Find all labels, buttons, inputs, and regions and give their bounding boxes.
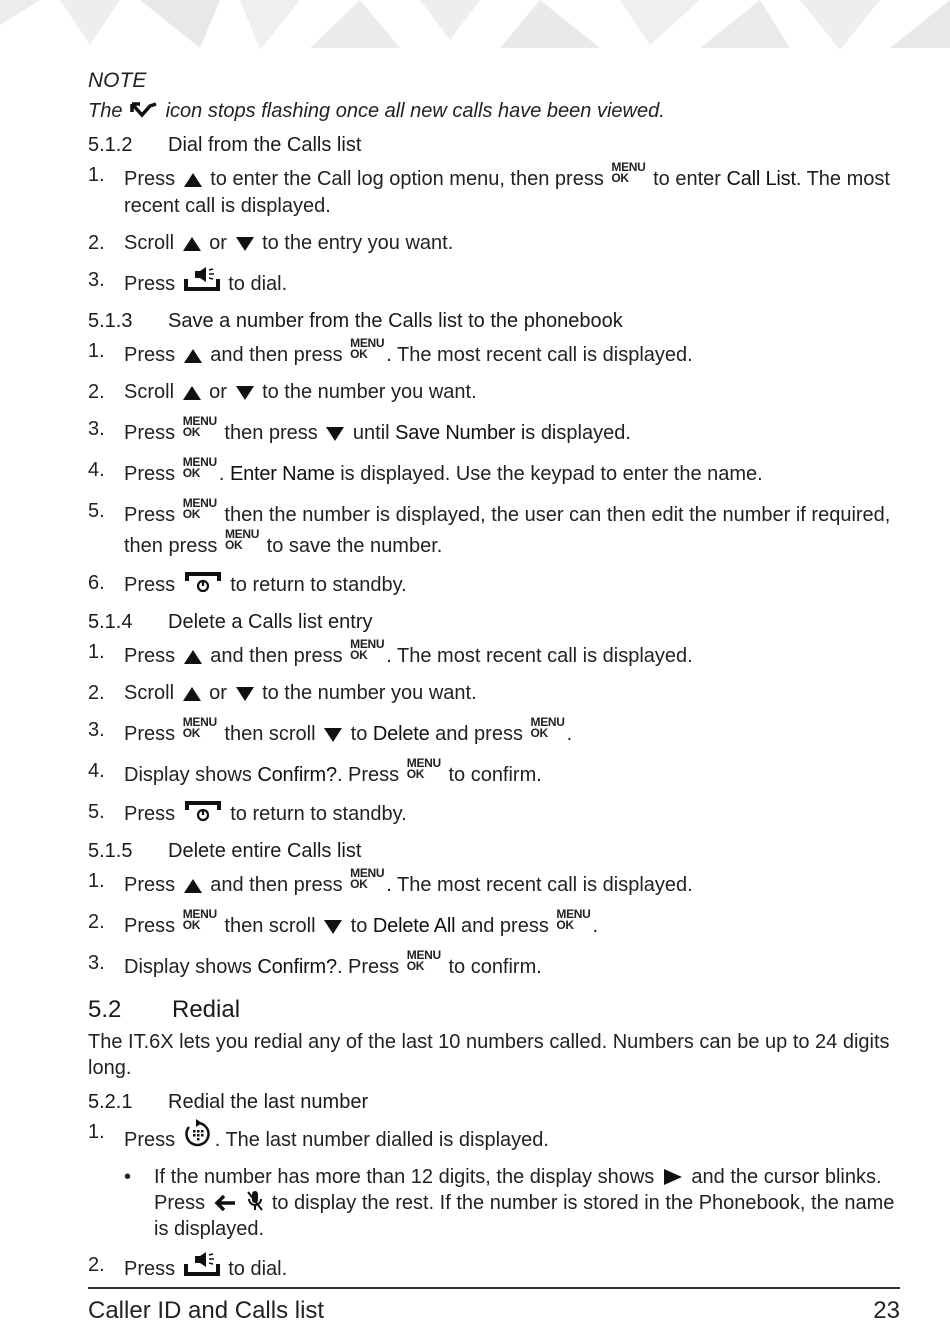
section-heading-5-2: 5.2 Redial xyxy=(88,996,241,1023)
menu-ok-icon: MENU OK xyxy=(406,948,441,973)
list-item: 2. Scroll or to the number you want. xyxy=(88,682,477,704)
up-arrow-icon xyxy=(182,686,202,702)
missed-call-icon xyxy=(130,100,158,120)
note-text: The icon stops flashing once all new calls have been viewed. xyxy=(88,100,665,122)
menu-ok-icon: MENU OK xyxy=(556,907,591,932)
down-arrow-icon xyxy=(323,919,343,935)
menu-ok-icon: MENU OK xyxy=(611,160,646,185)
back-arrow-icon xyxy=(213,1194,237,1212)
down-arrow-icon xyxy=(323,727,343,743)
page-content xyxy=(88,68,900,1293)
up-arrow-icon xyxy=(183,172,203,188)
list-item: 3. Press MENU OK then scroll to Delete and press MENU OK . xyxy=(88,715,573,745)
list-item: 3. Press MENU OK then press until Save Number is displayed. xyxy=(88,414,631,444)
menu-ok-icon: MENU OK xyxy=(350,866,385,891)
list-item: 6. Press to return to standby. xyxy=(88,572,407,596)
menu-ok-icon: MENU OK xyxy=(182,715,217,740)
down-arrow-icon xyxy=(235,686,255,702)
page-number: 23 xyxy=(873,1297,900,1324)
list-item: • If the number has more than 12 digits, the display shows and the cursor blinks. Press to display the rest. If the number is stored in the Phonebook, the name is displayed. xyxy=(124,1166,895,1240)
footer-rule xyxy=(88,1287,900,1289)
down-arrow-icon xyxy=(235,385,255,401)
list-item: 1. Press to enter the Call log option menu, then press MENU OK to enter Call List. The most recent call is displayed. xyxy=(88,160,890,217)
up-arrow-icon xyxy=(182,385,202,401)
header-decoration xyxy=(0,0,950,52)
menu-ok-icon: MENU OK xyxy=(224,527,260,552)
down-arrow-icon xyxy=(235,236,255,252)
list-item: 4. Display shows Confirm?. Press MENU OK to confirm. xyxy=(88,756,542,786)
menu-ok-icon: MENU OK xyxy=(406,756,441,781)
end-call-icon xyxy=(183,570,223,594)
list-item: 5. Press MENU OK then the number is displayed, the user can then edit the number if required, then press MENU OK to save the number. xyxy=(88,496,891,557)
list-item: 2. Press to dial. xyxy=(88,1254,288,1280)
talk-speaker-icon xyxy=(183,1252,221,1278)
menu-ok-icon: MENU OK xyxy=(182,414,217,439)
menu-ok-icon: MENU OK xyxy=(182,455,217,480)
list-item: 2. Scroll or to the entry you want. xyxy=(88,232,454,254)
menu-ok-icon: MENU OK xyxy=(350,336,385,361)
list-item: 1. Press and then press MENU OK . The most recent call is displayed. xyxy=(88,866,693,896)
end-call-icon xyxy=(183,799,223,823)
list-item: 4. Press MENU OK . Enter Name is displayed. Use the keypad to enter the name. xyxy=(88,455,763,485)
list-item: 1. Press and then press MENU OK . The most recent call is displayed. xyxy=(88,637,693,667)
list-item: 1. Press and then press MENU OK . The most recent call is displayed. xyxy=(88,336,693,366)
up-arrow-icon xyxy=(183,348,203,364)
up-arrow-icon xyxy=(183,649,203,665)
up-arrow-icon xyxy=(182,236,202,252)
section-heading-5-1-4: 5.1.4 Delete a Calls list entry xyxy=(88,611,373,633)
note-title: NOTE xyxy=(88,69,147,92)
up-arrow-icon xyxy=(183,878,203,894)
redial-icon xyxy=(183,1119,213,1149)
menu-ok-icon: MENU OK xyxy=(182,907,217,932)
right-arrow-icon xyxy=(662,1168,684,1186)
section-heading-5-2-1: 5.2.1 Redial the last number xyxy=(88,1091,369,1113)
list-item: 5. Press to return to standby. xyxy=(88,801,407,825)
list-item: 2. Press MENU OK then scroll to Delete All and press MENU OK . xyxy=(88,907,599,937)
list-item: 3. Press to dial. xyxy=(88,269,288,295)
section-heading-5-1-5: 5.1.5 Delete entire Calls list xyxy=(88,840,362,862)
down-arrow-icon xyxy=(325,426,345,442)
section-heading-5-1-3: 5.1.3 Save a number from the Calls list to the phonebook xyxy=(88,310,623,332)
list-item: 3. Display shows Confirm?. Press MENU OK to confirm. xyxy=(88,948,542,978)
section-heading-5-1-2: 5.1.2 Dial from the Calls list xyxy=(88,134,362,156)
menu-ok-icon: MENU OK xyxy=(530,715,565,740)
talk-speaker-icon xyxy=(183,267,221,293)
redial-intro: The IT.6X lets you redial any of the last 10 numbers called. Numbers can be up to 24 digits long. xyxy=(88,1031,890,1079)
menu-ok-icon: MENU OK xyxy=(350,637,385,662)
list-item: 2. Scroll or to the number you want. xyxy=(88,381,477,403)
footer-section-title: Caller ID and Calls list xyxy=(88,1297,325,1318)
menu-ok-icon: MENU OK xyxy=(182,496,217,521)
mute-mic-icon xyxy=(246,1190,264,1212)
list-item: 1. Press . The last number dialled is displayed. xyxy=(88,1121,549,1151)
